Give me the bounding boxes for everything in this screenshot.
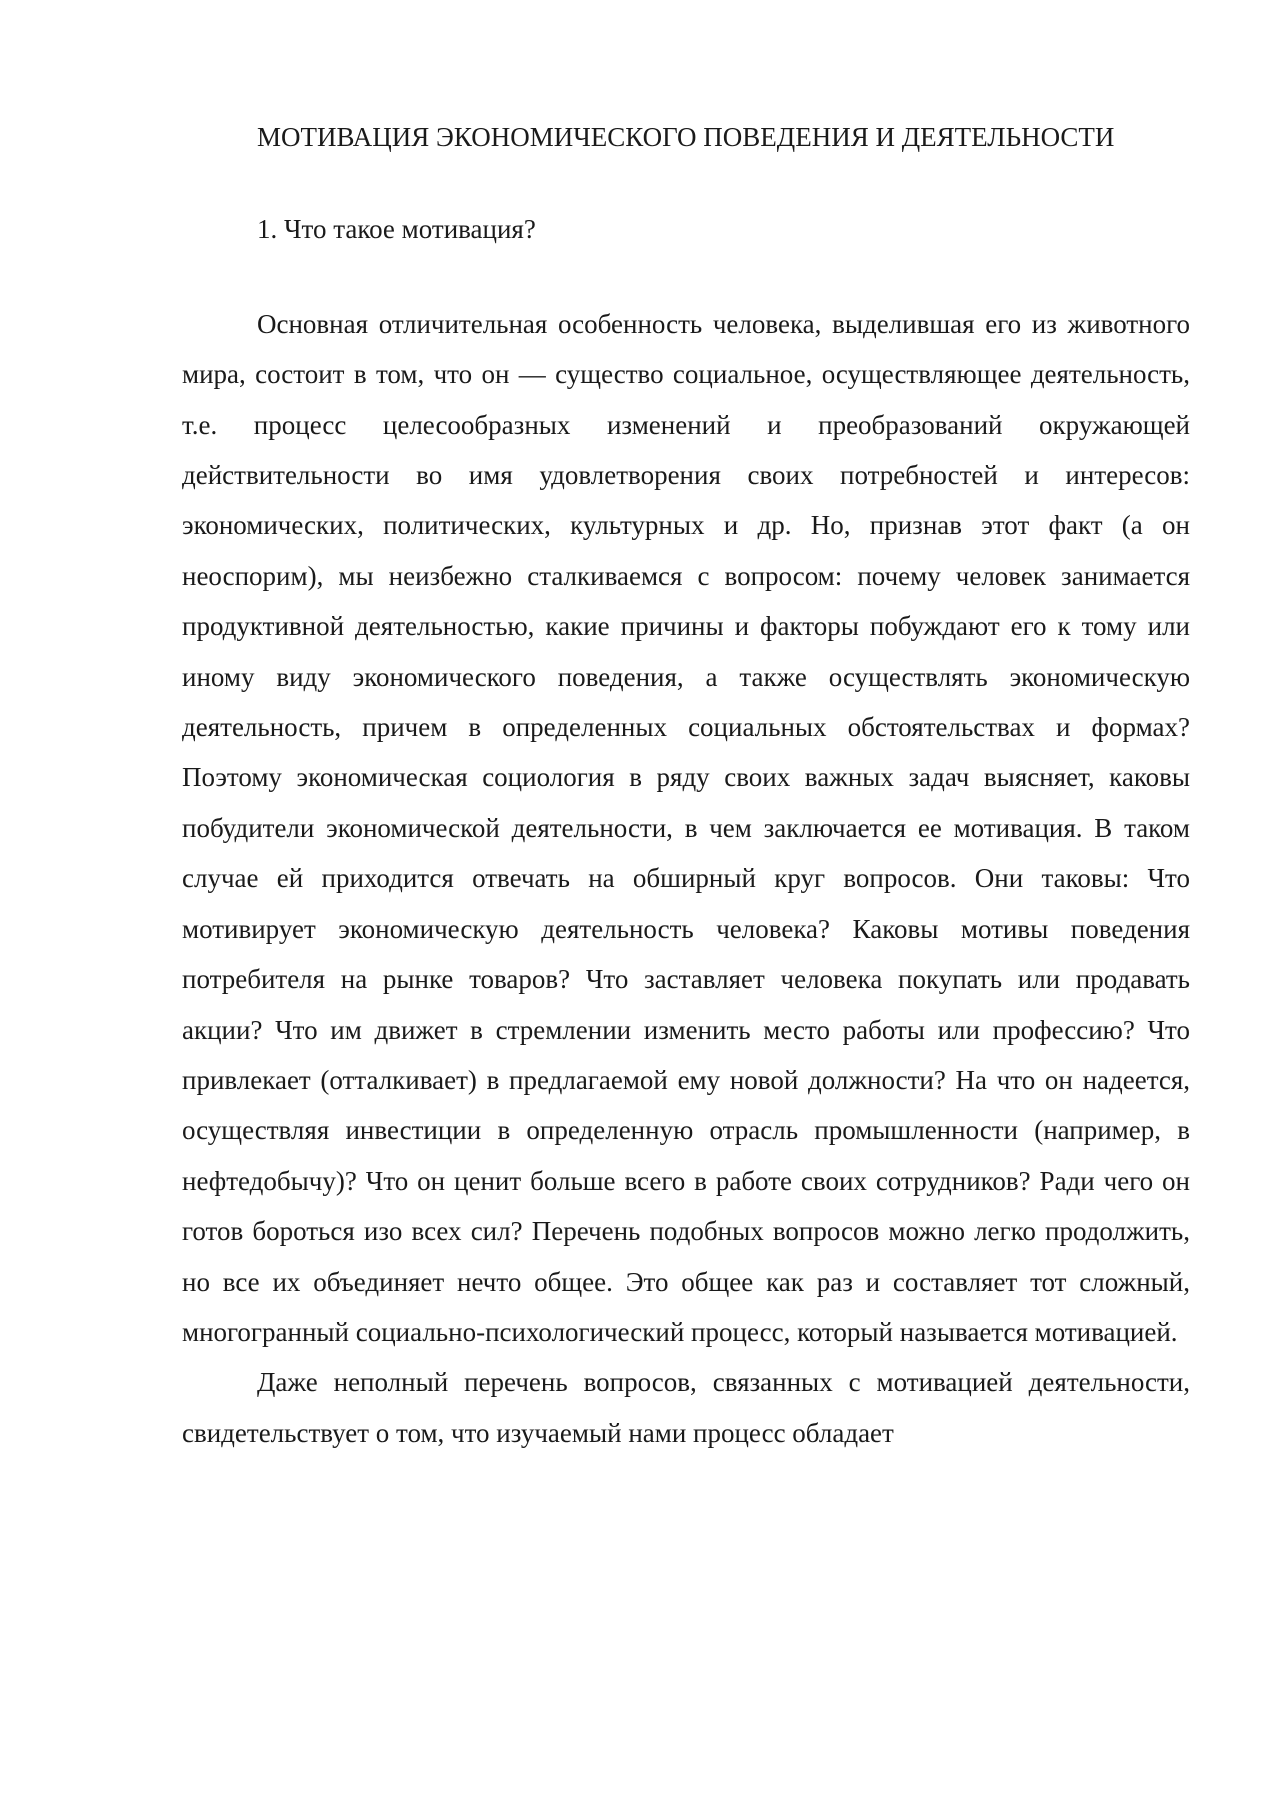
paragraph-1: Основная отличительная особенность человека, выделившая его из животного мира, состоит в том, что он — существо социальное, осуществляющее деятельность, т.е. процесс целесообразных изменений и преобразований окружающей действительности во имя удовлетворения своих потребностей и интересов: экономических, политических, культурных и др. Но, признав этот факт (а он неоспорим), мы неизбежно сталкиваемся с вопросом: почему человек занимается продуктивной деятельностью, какие причины и факторы побуждают его к тому или иному виду экономического поведения, а также осуществлять экономическую деятельность, причем в определенных социальных обстоятельствах и формах? Поэтому экономическая социология в ряду своих важных задач выясняет, каковы побудители экономической деятельности, в чем заключается ее мотивация. В таком случае ей приходится отвечать на обширный круг вопросов. Они таковы: Что мотивирует экономическую деятельность человека? Каковы мотивы поведения потребителя на рынке товаров? Что заставляет человека покупать или продавать акции? Что им движет в стремлении изменить место работы или профессию? Что привлекает (отталкивает) в предлагаемой ему новой должности? На что он надеется, осуществляя инвестиции в определенную отрасль промышленности (например, в нефтедобычу)? Что он ценит больше всего в работе своих сотрудников? Ради чего он готов бороться изо всех сил? Перечень подобных вопросов можно легко продолжить, но все их объединяет нечто общее. Это общее как раз и составляет тот сложный, многогранный социально-психологический процесс, который называется мотивацией. bbox=[182, 308, 1190, 1347]
paragraph-2: Даже неполный перечень вопросов, связанных с мотивацией деятельности, свидетельствует о том, что изучаемый нами процесс обладает bbox=[182, 1367, 1190, 1448]
document-title: МОТИВАЦИЯ ЭКОНОМИЧЕСКОГО ПОВЕДЕНИЯ И ДЕЯТЕЛЬНОСТИ bbox=[257, 122, 1115, 152]
section-heading: 1. Что такое мотивация? bbox=[257, 214, 536, 245]
document-body bbox=[182, 112, 1190, 1458]
